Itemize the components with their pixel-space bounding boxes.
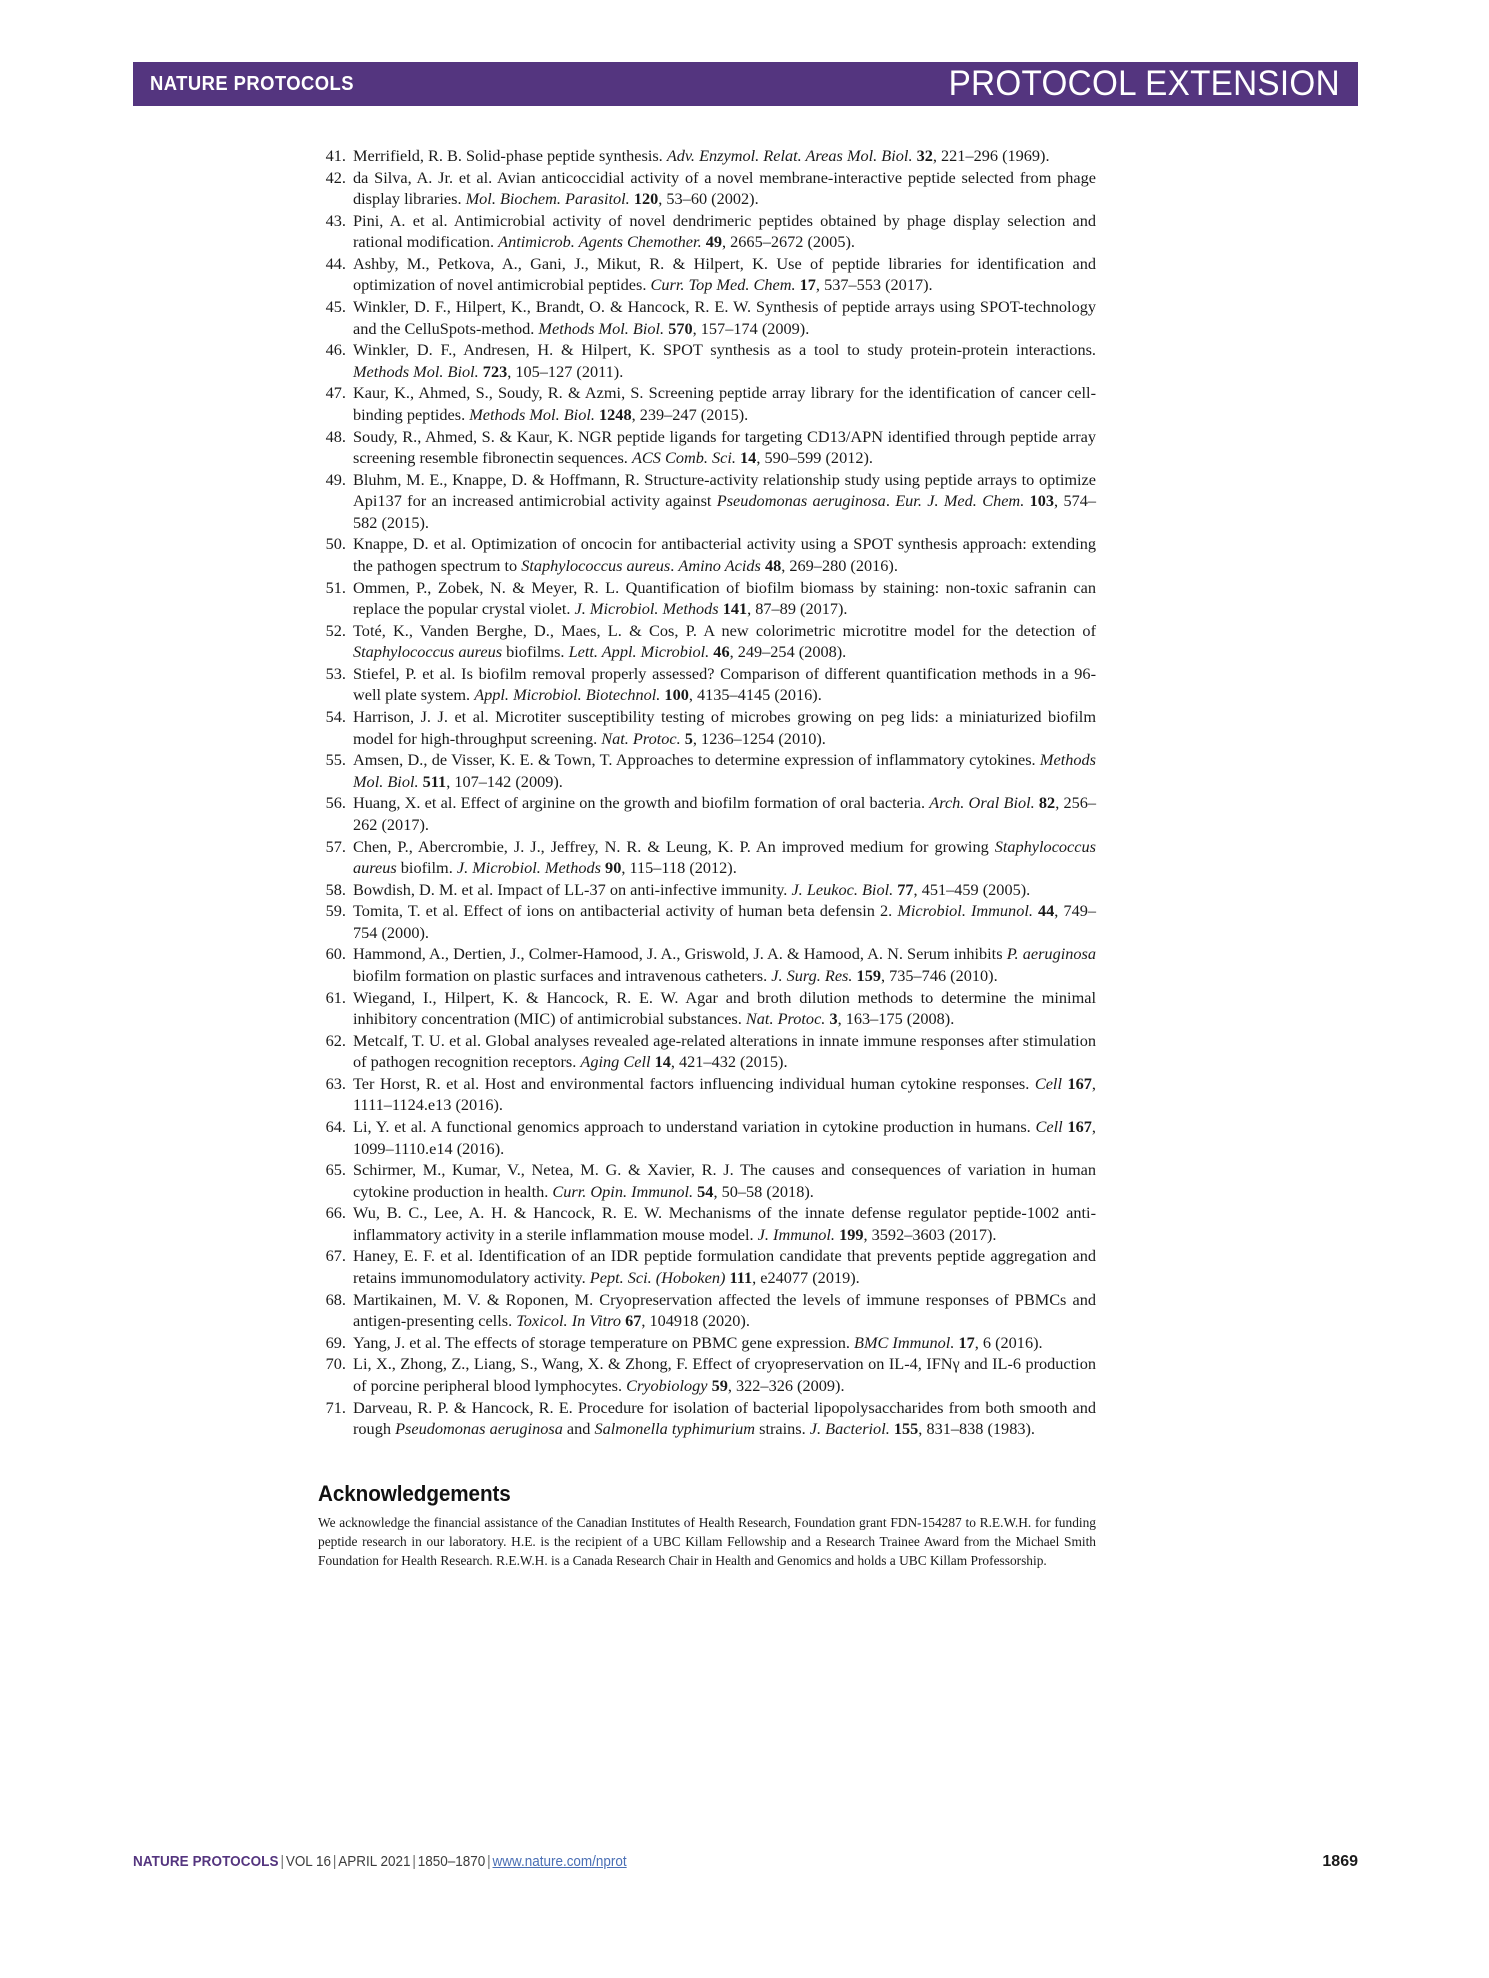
reference-citation-text: Ashby, M., Petkova, A., Gani, J., Mikut, R. & Hilpert, K. Use of peptide libraries for identification and optimization of novel antimicrobial peptides. Curr. Top Med. Chem. 17, 537–553 (2017). <box>353 253 1096 295</box>
reference-citation-text: Huang, X. et al. Effect of arginine on the growth and biofilm formation of oral bacteria. Arch. Oral Biol. 82, 256–262 (2017). <box>353 793 1097 834</box>
reference-citation-text: da Silva, A. Jr. et al. Avian anticoccidial activity of a novel membrane-interactive peptide selected from phage display libraries. Mol. Biochem. Parasitol. 120, 53–60 (2002). <box>353 167 1096 209</box>
footer-separator-1: | <box>280 1854 284 1870</box>
reference-number: 42. <box>325 167 346 187</box>
reference-item <box>318 943 1096 986</box>
reference-number: 69. <box>325 1332 346 1352</box>
reference-citation-text: Toté, K., Vanden Berghe, D., Maes, L. & Cos, P. A new colorimetric microtitre model for the detection of Staphylococcus aureus biofilms. Lett. Appl. Microbiol. 46, 249–254 (2008). <box>353 620 1096 662</box>
reference-item <box>318 706 1096 749</box>
reference-citation-text: Haney, E. F. et al. Identification of an IDR peptide formulation candidate that prevents peptide aggregation and retains immunomodulatory activity. Pept. Sci. (Hoboken) 111, e24077 (2019). <box>353 1246 1096 1288</box>
reference-citation-text: Tomita, T. et al. Effect of ions on antibacterial activity of human beta defensin 2. Microbiol. Immunol. 44, 749–754 (2000). <box>353 901 1097 942</box>
reference-citation-text: Merrifield, R. B. Solid-phase peptide synthesis. Adv. Enzymol. Relat. Areas Mol. Biol. 32, 221–296 (1969). <box>353 146 1050 165</box>
reference-citation-text: Winkler, D. F., Hilpert, K., Brandt, O. & Hancock, R. E. W. Synthesis of peptide arrays using SPOT-technology and the CelluSpots-method. Methods Mol. Biol. 570, 157–174 (2009). <box>353 297 1096 338</box>
reference-citation-text: Darveau, R. P. & Hancock, R. E. Procedure for isolation of bacterial lipopolysaccharides from both smooth and rough Pseudomonas aeruginosa and Salmonella typhimurium strains. J. Bacteriol. 155, 831–838 (1983). <box>353 1397 1096 1439</box>
reference-number: 51. <box>325 577 346 597</box>
reference-item <box>318 792 1096 835</box>
reference-number: 48. <box>325 426 346 446</box>
reference-number: 52. <box>325 620 346 640</box>
reference-item <box>318 663 1096 706</box>
reference-citation-text: Wiegand, I., Hilpert, K. & Hancock, R. E. W. Agar and broth dilution methods to determine the minimal inhibitory concentration (MIC) of antimicrobial substances. Nat. Protoc. 3, 163–175 (2008). <box>353 987 1096 1029</box>
footer-separator-4: | <box>487 1854 491 1870</box>
header-section-title: PROTOCOL EXTENSION <box>948 63 1340 103</box>
reference-citation-text: Knappe, D. et al. Optimization of oncocin for antibacterial activity using a SPOT synthesis approach: extending the pathogen spectrum to Staphylococcus aureus. Amino Acids 48, 269–280 (2016). <box>353 534 1096 575</box>
reference-item <box>318 533 1096 576</box>
reference-item <box>318 1289 1096 1332</box>
reference-item <box>318 1159 1096 1202</box>
footer-journal-url[interactable]: www.nature.com/nprot <box>492 1854 627 1870</box>
reference-item <box>318 1073 1096 1116</box>
reference-item <box>318 167 1096 210</box>
reference-number: 56. <box>325 793 346 813</box>
reference-citation-text: Kaur, K., Ahmed, S., Soudy, R. & Azmi, S. Screening peptide array library for the identification of cancer cell-binding peptides. Methods Mol. Biol. 1248, 239–247 (2015). <box>353 383 1096 424</box>
reference-number: 57. <box>325 836 346 856</box>
reference-item <box>318 145 1096 167</box>
reference-citation-text: Hammond, A., Dertien, J., Colmer-Hamood, J. A., Griswold, J. A. & Hamood, A. N. Serum inhibits P. aeruginosa biofilm formation on plastic surfaces and intravenous catheters. J. Surg. Res. 159, 735–746 (2010). <box>353 944 1096 985</box>
reference-citation-text: Li, X., Zhong, Z., Liang, S., Wang, X. & Zhong, F. Effect of cryopreservation on IL-4, IFNγ and IL-6 production of porcine peripheral blood lymphocytes. Cryobiology 59, 322–326 (2009). <box>353 1354 1096 1395</box>
footer-journal-name: NATURE PROTOCOLS <box>133 1854 279 1870</box>
footer-page-number: 1869 <box>1322 1853 1358 1870</box>
reference-item <box>318 836 1096 879</box>
acknowledgements-heading: Acknowledgements <box>318 1480 511 1506</box>
reference-item <box>318 1245 1096 1288</box>
header-journal-name: NATURE PROTOCOLS <box>150 72 354 95</box>
reference-citation-text: Schirmer, M., Kumar, V., Netea, M. G. & Xavier, R. J. The causes and consequences of variation in human cytokine production in health. Curr. Opin. Immunol. 54, 50–58 (2018). <box>353 1160 1096 1201</box>
acknowledgements-body: We acknowledge the financial assistance of the Canadian Institutes of Health Research, Foundation grant FDN-154287 to R.E.W.H. for funding peptide research in our laboratory. H.E. is the recipient of a UBC Killam Fellowship and a Research Trainee Award from the Michael Smith Foundation for Health Research. R.E.W.H. is a Canada Research Chair in Health and Genomics and holds a UBC Killam Professorship. <box>318 1514 1096 1568</box>
reference-citation-text: Soudy, R., Ahmed, S. & Kaur, K. NGR peptide ligands for targeting CD13/APN identified through peptide array screening resemble fibronectin sequences. ACS Comb. Sci. 14, 590–599 (2012). <box>353 426 1096 468</box>
acknowledgements-section <box>318 1481 1096 1570</box>
reference-number: 67. <box>325 1246 346 1266</box>
reference-citation-text: Bluhm, M. E., Knappe, D. & Hoffmann, R. Structure-activity relationship study using peptide arrays to optimize Api137 for an increased antimicrobial activity against Pseudomonas aeruginosa. Eur. J. Med. Chem. 103, 574–582 (2015). <box>353 469 1096 532</box>
reference-citation-text: Winkler, D. F., Andresen, H. & Hilpert, K. SPOT synthesis as a tool to study protein-protein interactions. Methods Mol. Biol. 723, 105–127 (2011). <box>353 340 1096 381</box>
reference-number: 64. <box>325 1117 346 1137</box>
reference-citation-text: Harrison, J. J. et al. Microtiter susceptibility testing of microbes growing on peg lids: a miniaturized biofilm model for high-throughput screening. Nat. Protoc. 5, 1236–1254 (2010). <box>353 707 1096 748</box>
reference-number: 55. <box>325 750 346 770</box>
reference-item <box>318 296 1096 339</box>
reference-citation-text: Bowdish, D. M. et al. Impact of LL-37 on anti-infective immunity. J. Leukoc. Biol. 77, 451–459 (2005). <box>353 879 1031 899</box>
reference-number: 60. <box>325 944 346 964</box>
reference-citation-text: Martikainen, M. V. & Roponen, M. Cryopreservation affected the levels of immune responses of PBMCs and antigen-presenting cells. Toxicol. In Vitro 67, 104918 (2020). <box>353 1289 1096 1331</box>
reference-item <box>318 620 1096 663</box>
reference-number: 53. <box>325 663 346 683</box>
reference-number: 65. <box>325 1160 346 1180</box>
reference-item <box>318 987 1096 1030</box>
reference-citation-text: Amsen, D., de Visser, K. E. & Town, T. Approaches to determine expression of inflammatory cytokines. Methods Mol. Biol. 511, 107–142 (2009). <box>353 750 1096 791</box>
reference-item <box>318 1202 1096 1245</box>
reference-number: 66. <box>325 1203 346 1223</box>
reference-citation-text: Chen, P., Abercrombie, J. J., Jeffrey, N. R. & Leung, K. P. An improved medium for growing Staphylococcus aureus biofilm. J. Microbiol. Methods 90, 115–118 (2012). <box>353 836 1096 878</box>
reference-item <box>318 900 1096 943</box>
footer-separator-3: | <box>412 1854 416 1870</box>
reference-citation-text: Metcalf, T. U. et al. Global analyses revealed age-related alterations in innate immune responses after stimulation of pathogen recognition receptors. Aging Cell 14, 421–432 (2015). <box>353 1030 1096 1072</box>
reference-item <box>318 879 1096 901</box>
reference-citation-text: Stiefel, P. et al. Is biofilm removal properly assessed? Comparison of different quantification methods in a 96-well plate system. Appl. Microbiol. Biotechnol. 100, 4135–4145 (2016). <box>353 663 1096 705</box>
reference-number: 46. <box>325 340 346 360</box>
reference-item <box>318 426 1096 469</box>
reference-item <box>318 1116 1096 1159</box>
footer-citation-line <box>133 1854 627 1870</box>
footer-volume: VOL 16 <box>285 1854 332 1870</box>
reference-number: 49. <box>325 469 346 489</box>
reference-citation-text: Ommen, P., Zobek, N. & Meyer, R. L. Quantification of biofilm biomass by staining: non-toxic safranin can replace the popular crystal violet. J. Microbiol. Methods 141, 87–89 (2017). <box>353 577 1096 619</box>
reference-citation-text: Yang, J. et al. The effects of storage temperature on PBMC gene expression. BMC Immunol. 17, 6 (2016). <box>353 1332 1043 1352</box>
reference-number: 54. <box>325 707 346 727</box>
reference-number: 63. <box>325 1073 346 1093</box>
reference-item <box>318 1353 1096 1396</box>
reference-number: 61. <box>325 987 346 1007</box>
reference-number: 71. <box>325 1397 346 1417</box>
reference-number: 47. <box>325 383 346 403</box>
reference-item <box>318 749 1096 792</box>
reference-item <box>318 253 1096 296</box>
reference-number: 68. <box>325 1289 346 1309</box>
reference-item <box>318 210 1096 253</box>
footer-issue-date: APRIL 2021 <box>338 1854 411 1870</box>
reference-item <box>318 382 1096 425</box>
reference-item <box>318 577 1096 620</box>
reference-citation-text: Wu, B. C., Lee, A. H. & Hancock, R. E. W. Mechanisms of the innate defense regulator peptide-1002 anti-inflammatory activity in a sterile inflammation mouse model. J. Immunol. 199, 3592–3603 (2017). <box>353 1203 1096 1244</box>
reference-list <box>318 145 1096 1440</box>
reference-number: 58. <box>325 879 346 899</box>
reference-number: 62. <box>325 1030 346 1050</box>
reference-item <box>318 339 1096 382</box>
reference-number: 44. <box>325 253 346 273</box>
reference-number: 43. <box>325 210 346 230</box>
main-content-column <box>318 145 1096 1570</box>
page-header-band <box>133 62 1358 106</box>
reference-number: 50. <box>325 534 346 554</box>
reference-item <box>318 1397 1096 1440</box>
reference-number: 59. <box>325 901 346 921</box>
page-footer <box>133 1853 1358 1871</box>
reference-citation-text: Li, Y. et al. A functional genomics approach to understand variation in cytokine production in humans. Cell 167, 1099–1110.e14 (2016). <box>353 1117 1096 1158</box>
reference-number: 45. <box>325 297 346 317</box>
footer-page-range: 1850–1870 <box>417 1854 486 1870</box>
reference-number: 41. <box>325 146 346 165</box>
footer-separator-2: | <box>332 1854 337 1870</box>
reference-item <box>318 469 1096 534</box>
reference-citation-text: Pini, A. et al. Antimicrobial activity of novel dendrimeric peptides obtained by phage display selection and rational modification. Antimicrob. Agents Chemother. 49, 2665–2672 (2005). <box>353 210 1096 252</box>
reference-citation-text: Ter Horst, R. et al. Host and environmental factors influencing individual human cytokine responses. Cell 167, 1111–1124.e13 (2016). <box>353 1073 1096 1115</box>
reference-item <box>318 1030 1096 1073</box>
reference-number: 70. <box>325 1354 346 1374</box>
reference-item <box>318 1332 1096 1354</box>
